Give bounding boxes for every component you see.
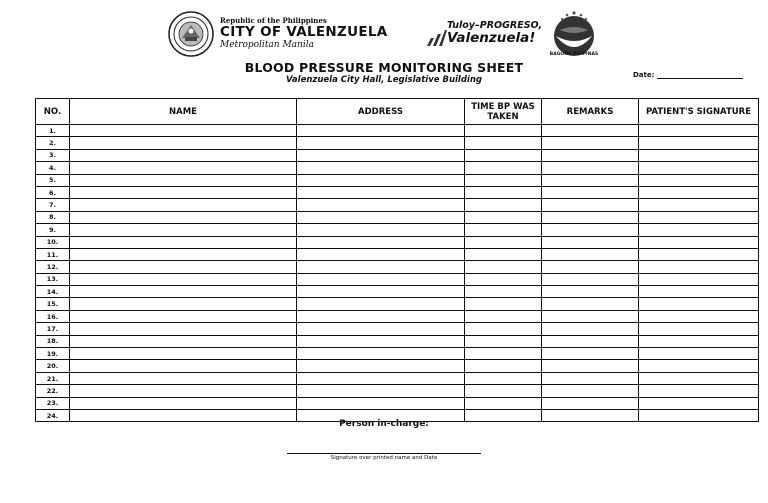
address-cell[interactable] bbox=[297, 261, 465, 273]
document-title: BLOOD PRESSURE MONITORING SHEET bbox=[244, 60, 524, 75]
row-number: 4. bbox=[36, 162, 70, 174]
time-cell[interactable] bbox=[465, 323, 542, 335]
signature-cell[interactable] bbox=[639, 323, 759, 335]
column-header-no: NO. bbox=[36, 99, 70, 125]
remarks-cell[interactable] bbox=[542, 298, 639, 310]
column-header-time: TIME BP WAS TAKEN bbox=[465, 99, 542, 125]
metro-label: Metropolitan Manila bbox=[220, 40, 314, 50]
remarks-cell[interactable] bbox=[542, 372, 639, 384]
table-row bbox=[36, 211, 759, 223]
signature-cell[interactable] bbox=[639, 397, 759, 409]
time-cell[interactable] bbox=[465, 335, 542, 347]
name-cell[interactable] bbox=[70, 125, 297, 137]
remarks-cell[interactable] bbox=[542, 335, 639, 347]
remarks-cell[interactable] bbox=[542, 224, 639, 236]
time-cell[interactable] bbox=[465, 385, 542, 397]
table-row bbox=[36, 236, 759, 248]
address-cell[interactable] bbox=[297, 286, 465, 298]
signature-cell[interactable] bbox=[639, 199, 759, 211]
table-row bbox=[36, 174, 759, 186]
signature-line[interactable] bbox=[287, 453, 481, 454]
name-cell[interactable] bbox=[70, 224, 297, 236]
row-number: 2. bbox=[36, 137, 70, 149]
time-cell[interactable] bbox=[465, 162, 542, 174]
name-cell[interactable] bbox=[70, 372, 297, 384]
row-number: 3. bbox=[36, 149, 70, 161]
row-number: 21. bbox=[36, 372, 70, 384]
time-cell[interactable] bbox=[465, 199, 542, 211]
time-cell[interactable] bbox=[465, 149, 542, 161]
table-row bbox=[36, 125, 759, 137]
remarks-cell[interactable] bbox=[542, 149, 639, 161]
remarks-cell[interactable] bbox=[542, 348, 639, 360]
row-number: 12. bbox=[36, 261, 70, 273]
signature-cell[interactable] bbox=[639, 310, 759, 322]
address-cell[interactable] bbox=[297, 137, 465, 149]
table-row bbox=[36, 310, 759, 322]
date-label: Date: bbox=[633, 71, 655, 79]
name-cell[interactable] bbox=[70, 174, 297, 186]
republic-label: Republic of the Philippines bbox=[220, 16, 327, 25]
row-number: 8. bbox=[36, 211, 70, 223]
name-cell[interactable] bbox=[70, 298, 297, 310]
remarks-cell[interactable] bbox=[542, 199, 639, 211]
address-cell[interactable] bbox=[297, 397, 465, 409]
signature-cell[interactable] bbox=[639, 174, 759, 186]
time-cell[interactable] bbox=[465, 174, 542, 186]
signature-cell[interactable] bbox=[639, 273, 759, 285]
address-cell[interactable] bbox=[297, 323, 465, 335]
table-row bbox=[36, 372, 759, 384]
table-header-row bbox=[36, 99, 759, 125]
city-name-block bbox=[220, 17, 388, 51]
row-number: 7. bbox=[36, 199, 70, 211]
time-cell[interactable] bbox=[465, 397, 542, 409]
row-number: 1. bbox=[36, 125, 70, 137]
remarks-cell[interactable] bbox=[542, 186, 639, 198]
address-cell[interactable] bbox=[297, 335, 465, 347]
progress-bars-icon bbox=[425, 26, 447, 48]
name-cell[interactable] bbox=[70, 335, 297, 347]
row-number: 14. bbox=[36, 286, 70, 298]
remarks-cell[interactable] bbox=[542, 125, 639, 137]
signature-cell[interactable] bbox=[639, 261, 759, 273]
signature-cell[interactable] bbox=[639, 125, 759, 137]
document-subtitle: Valenzuela City Hall, Legislative Building bbox=[286, 75, 482, 85]
address-cell[interactable] bbox=[297, 372, 465, 384]
remarks-cell[interactable] bbox=[542, 286, 639, 298]
monitoring-table bbox=[35, 98, 759, 422]
row-number: 11. bbox=[36, 248, 70, 260]
remarks-cell[interactable] bbox=[542, 409, 639, 421]
row-number: 23. bbox=[36, 397, 70, 409]
column-header-signature: PATIENT'S SIGNATURE bbox=[639, 99, 759, 125]
row-number: 13. bbox=[36, 273, 70, 285]
city-seal-icon bbox=[168, 11, 214, 57]
remarks-cell[interactable] bbox=[542, 397, 639, 409]
name-cell[interactable] bbox=[70, 323, 297, 335]
city-label: CITY OF VALENZUELA bbox=[220, 24, 388, 40]
signature-cell[interactable] bbox=[639, 211, 759, 223]
row-number: 22. bbox=[36, 385, 70, 397]
name-cell[interactable] bbox=[70, 248, 297, 260]
slogan-line-2: Valenzuela! bbox=[447, 30, 536, 46]
address-cell[interactable] bbox=[297, 385, 465, 397]
time-cell[interactable] bbox=[465, 360, 542, 372]
remarks-cell[interactable] bbox=[542, 273, 639, 285]
tuloy-progreso-logo bbox=[425, 20, 545, 50]
address-cell[interactable] bbox=[297, 298, 465, 310]
remarks-cell[interactable] bbox=[542, 248, 639, 260]
table-row bbox=[36, 224, 759, 236]
time-cell[interactable] bbox=[465, 125, 542, 137]
name-cell[interactable] bbox=[70, 397, 297, 409]
remarks-cell[interactable] bbox=[542, 261, 639, 273]
table-row bbox=[36, 261, 759, 273]
name-cell[interactable] bbox=[70, 137, 297, 149]
signature-cell[interactable] bbox=[639, 137, 759, 149]
signature-cell[interactable] bbox=[639, 385, 759, 397]
row-number: 10. bbox=[36, 236, 70, 248]
remarks-cell[interactable] bbox=[542, 323, 639, 335]
table-row bbox=[36, 162, 759, 174]
address-cell[interactable] bbox=[297, 348, 465, 360]
table-row bbox=[36, 323, 759, 335]
time-cell[interactable] bbox=[465, 348, 542, 360]
name-cell[interactable] bbox=[70, 186, 297, 198]
signature-cell[interactable] bbox=[639, 372, 759, 384]
time-cell[interactable] bbox=[465, 224, 542, 236]
row-number: 6. bbox=[36, 186, 70, 198]
row-number: 19. bbox=[36, 348, 70, 360]
name-cell[interactable] bbox=[70, 385, 297, 397]
address-cell[interactable] bbox=[297, 224, 465, 236]
signature-cell[interactable] bbox=[639, 224, 759, 236]
signature-cell[interactable] bbox=[639, 248, 759, 260]
address-cell[interactable] bbox=[297, 273, 465, 285]
address-cell[interactable] bbox=[297, 236, 465, 248]
person-in-charge-label: Person in-charge: bbox=[339, 419, 429, 429]
signature-cell[interactable] bbox=[639, 149, 759, 161]
signature-cell[interactable] bbox=[639, 186, 759, 198]
signature-cell[interactable] bbox=[639, 409, 759, 421]
signature-cell[interactable] bbox=[639, 298, 759, 310]
table-row bbox=[36, 360, 759, 372]
remarks-cell[interactable] bbox=[542, 236, 639, 248]
table-row bbox=[36, 199, 759, 211]
row-number: 24. bbox=[36, 409, 70, 421]
table-row bbox=[36, 137, 759, 149]
column-header-address: ADDRESS bbox=[297, 99, 465, 125]
table-row bbox=[36, 186, 759, 198]
remarks-cell[interactable] bbox=[542, 211, 639, 223]
date-blank-line[interactable] bbox=[657, 71, 743, 79]
column-header-name: NAME bbox=[70, 99, 297, 125]
row-number: 9. bbox=[36, 224, 70, 236]
row-number: 16. bbox=[36, 310, 70, 322]
table-row bbox=[36, 397, 759, 409]
time-cell[interactable] bbox=[465, 286, 542, 298]
row-number: 17. bbox=[36, 323, 70, 335]
remarks-cell[interactable] bbox=[542, 385, 639, 397]
remarks-cell[interactable] bbox=[542, 310, 639, 322]
row-number: 20. bbox=[36, 360, 70, 372]
address-cell[interactable] bbox=[297, 162, 465, 174]
signature-cell[interactable] bbox=[639, 236, 759, 248]
table-row bbox=[36, 385, 759, 397]
name-cell[interactable] bbox=[70, 236, 297, 248]
time-cell[interactable] bbox=[465, 310, 542, 322]
table-row bbox=[36, 335, 759, 347]
table-row bbox=[36, 149, 759, 161]
address-cell[interactable] bbox=[297, 211, 465, 223]
time-cell[interactable] bbox=[465, 261, 542, 273]
table-row bbox=[36, 298, 759, 310]
signature-cell[interactable] bbox=[639, 286, 759, 298]
table-row bbox=[36, 273, 759, 285]
row-number: 18. bbox=[36, 335, 70, 347]
table-body bbox=[36, 125, 759, 422]
address-cell[interactable] bbox=[297, 248, 465, 260]
time-cell[interactable] bbox=[465, 372, 542, 384]
time-cell[interactable] bbox=[465, 273, 542, 285]
name-cell[interactable] bbox=[70, 261, 297, 273]
remarks-cell[interactable] bbox=[542, 137, 639, 149]
time-cell[interactable] bbox=[465, 298, 542, 310]
name-cell[interactable] bbox=[70, 286, 297, 298]
time-cell[interactable] bbox=[465, 211, 542, 223]
name-cell[interactable] bbox=[70, 409, 297, 421]
table-row bbox=[36, 348, 759, 360]
row-number: 15. bbox=[36, 298, 70, 310]
signature-cell[interactable] bbox=[639, 360, 759, 372]
remarks-cell[interactable] bbox=[542, 174, 639, 186]
signature-cell[interactable] bbox=[639, 348, 759, 360]
name-cell[interactable] bbox=[70, 211, 297, 223]
table-row bbox=[36, 248, 759, 260]
name-cell[interactable] bbox=[70, 162, 297, 174]
table-row bbox=[36, 286, 759, 298]
name-cell[interactable] bbox=[70, 149, 297, 161]
letterhead bbox=[0, 0, 768, 95]
signature-cell[interactable] bbox=[639, 162, 759, 174]
remarks-cell[interactable] bbox=[542, 162, 639, 174]
address-cell[interactable] bbox=[297, 199, 465, 211]
column-header-remarks: REMARKS bbox=[542, 99, 639, 125]
remarks-cell[interactable] bbox=[542, 360, 639, 372]
name-cell[interactable] bbox=[70, 348, 297, 360]
signature-cell[interactable] bbox=[639, 335, 759, 347]
time-cell[interactable] bbox=[465, 186, 542, 198]
address-cell[interactable] bbox=[297, 310, 465, 322]
address-cell[interactable] bbox=[297, 186, 465, 198]
address-cell[interactable] bbox=[297, 125, 465, 137]
time-cell[interactable] bbox=[465, 236, 542, 248]
row-number: 5. bbox=[36, 174, 70, 186]
time-cell[interactable] bbox=[465, 137, 542, 149]
name-cell[interactable] bbox=[70, 310, 297, 322]
address-cell[interactable] bbox=[297, 360, 465, 372]
slogan-line-1: Tuloy–PROGRESO, bbox=[447, 20, 543, 31]
bagong-pilipinas-label: BAGONG PILIPINAS bbox=[549, 52, 599, 57]
name-cell[interactable] bbox=[70, 273, 297, 285]
address-cell[interactable] bbox=[297, 149, 465, 161]
address-cell[interactable] bbox=[297, 174, 465, 186]
name-cell[interactable] bbox=[70, 360, 297, 372]
name-cell[interactable] bbox=[70, 199, 297, 211]
signature-caption: Signature over printed name and Date bbox=[330, 455, 438, 461]
date-field bbox=[633, 71, 743, 79]
time-cell[interactable] bbox=[465, 248, 542, 260]
